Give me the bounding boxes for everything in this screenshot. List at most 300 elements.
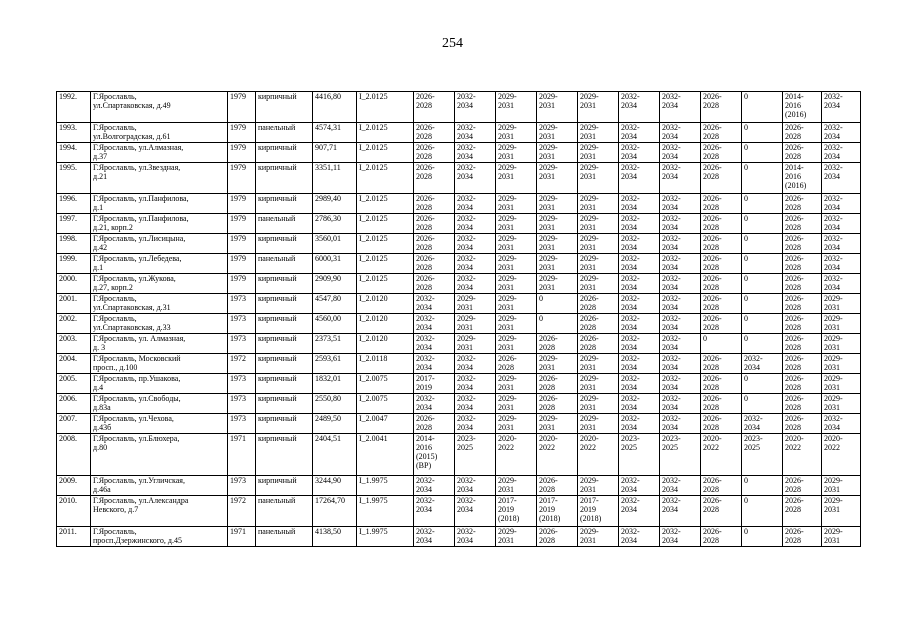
table-cell: 1973 — [228, 334, 256, 354]
table-cell: 1993. — [57, 123, 91, 143]
table-cell: 4574,31 — [313, 123, 357, 143]
table-cell: 2032- 2034 — [619, 254, 660, 274]
table-cell: 2014- 2016 (2015) (ВР) — [414, 434, 455, 476]
table-cell: 0 — [742, 254, 783, 274]
table-cell: Г.Ярославль, ул.Звездная, д.21 — [91, 163, 228, 194]
table-cell: 2032- 2034 — [660, 394, 701, 414]
table-cell: 2029- 2031 — [822, 394, 861, 414]
table-row — [57, 374, 861, 394]
table-cell: 2029- 2031 — [496, 194, 537, 214]
table-cell: 2029- 2031 — [822, 334, 861, 354]
table-cell: 2032- 2034 — [660, 414, 701, 434]
table-cell: 0 — [742, 334, 783, 354]
table-cell: кирпичный — [256, 274, 313, 294]
table-cell: 2029- 2031 — [822, 496, 861, 527]
table-cell: 0 — [742, 496, 783, 527]
table-cell: 4547,80 — [313, 294, 357, 314]
table-cell: I_1.9975 — [357, 527, 414, 547]
table-cell: 2032- 2034 — [455, 123, 496, 143]
table-cell: 2026- 2028 — [414, 194, 455, 214]
table-cell: 2026- 2028 — [783, 214, 822, 234]
table-cell: 2029- 2031 — [455, 314, 496, 334]
table-cell: 1994. — [57, 143, 91, 163]
table-cell: 2032- 2034 — [414, 527, 455, 547]
table-cell: 4416,80 — [313, 92, 357, 123]
table-cell: 2032- 2034 — [660, 527, 701, 547]
table-cell: 2032- 2034 — [619, 294, 660, 314]
table-cell: 2909,90 — [313, 274, 357, 294]
table-cell: кирпичный — [256, 434, 313, 476]
table-cell: 2032- 2034 — [455, 374, 496, 394]
table-cell: 2029- 2031 — [578, 414, 619, 434]
table-cell: 2029- 2031 — [496, 394, 537, 414]
table-cell: 2029- 2031 — [578, 394, 619, 414]
table-row — [57, 434, 861, 476]
table-cell: 2023- 2025 — [660, 434, 701, 476]
table-cell: 2029- 2031 — [455, 334, 496, 354]
table-cell: 2032- 2034 — [822, 414, 861, 434]
table-cell: 2010. — [57, 496, 91, 527]
table-cell: I_2.0125 — [357, 123, 414, 143]
table-cell: 2026- 2028 — [414, 214, 455, 234]
table-cell: 2026- 2028 — [701, 354, 742, 374]
table-cell: 2032- 2034 — [619, 496, 660, 527]
table-cell: 2026- 2028 — [701, 163, 742, 194]
table-cell: 2032- 2034 — [455, 527, 496, 547]
table-cell: 2029- 2031 — [496, 123, 537, 143]
table-cell: 2032- 2034 — [742, 414, 783, 434]
table-cell: кирпичный — [256, 194, 313, 214]
table-cell: 2032- 2034 — [619, 394, 660, 414]
table-cell: 2032- 2034 — [455, 476, 496, 496]
table-cell: 2032- 2034 — [455, 194, 496, 214]
table-cell: 1973 — [228, 374, 256, 394]
table-cell: 0 — [701, 334, 742, 354]
table-cell: 2029- 2031 — [578, 143, 619, 163]
table-cell: 2029- 2031 — [537, 92, 578, 123]
table-cell: Г.Ярославль, ул.Панфилова, д.1 — [91, 194, 228, 214]
table-cell: 2005. — [57, 374, 91, 394]
table-cell: 2029- 2031 — [822, 527, 861, 547]
table-cell: 2001. — [57, 294, 91, 314]
table-cell: кирпичный — [256, 476, 313, 496]
table-cell: 1999. — [57, 254, 91, 274]
table-cell: 2023- 2025 — [742, 434, 783, 476]
table-cell: 2029- 2031 — [578, 214, 619, 234]
table-cell: 2032- 2034 — [455, 163, 496, 194]
table-cell: 2026- 2028 — [783, 476, 822, 496]
table-cell: 2029- 2031 — [822, 314, 861, 334]
table-cell: 2032- 2034 — [619, 234, 660, 254]
table-cell: кирпичный — [256, 92, 313, 123]
table-cell: 2032- 2034 — [619, 123, 660, 143]
table-cell: I_2.0125 — [357, 214, 414, 234]
table-cell: 2026- 2028 — [496, 354, 537, 374]
table-cell: 2032- 2034 — [619, 527, 660, 547]
table-cell: 0 — [742, 476, 783, 496]
table-row — [57, 394, 861, 414]
table-cell: 17264,70 — [313, 496, 357, 527]
table-cell: 2032- 2034 — [619, 314, 660, 334]
table-cell: Г.Ярославль, ул.Блюхера, д.80 — [91, 434, 228, 476]
table-cell: 2029- 2031 — [496, 92, 537, 123]
table-cell: 2014- 2016 (2016) — [783, 163, 822, 194]
table-cell: 1997. — [57, 214, 91, 234]
table-cell: 2026- 2028 — [701, 414, 742, 434]
table-cell: 2032- 2034 — [619, 476, 660, 496]
table-cell: 2026- 2028 — [783, 234, 822, 254]
table-cell: 2032- 2034 — [414, 334, 455, 354]
table-cell: 2032- 2034 — [619, 274, 660, 294]
table-cell: 1971 — [228, 434, 256, 476]
table-row — [57, 194, 861, 214]
table-row — [57, 234, 861, 254]
table-cell: I_2.0118 — [357, 354, 414, 374]
table-cell: 2032- 2034 — [660, 194, 701, 214]
table-cell: 2032- 2034 — [455, 414, 496, 434]
table-row — [57, 123, 861, 143]
table-cell: Г.Ярославль, ул.Спартаковская, д.49 — [91, 92, 228, 123]
table-cell: I_2.0125 — [357, 163, 414, 194]
table-cell: 2029- 2031 — [496, 334, 537, 354]
table-cell: 2026- 2028 — [537, 476, 578, 496]
table-cell: I_2.0125 — [357, 234, 414, 254]
table-cell: 0 — [742, 374, 783, 394]
table-cell: 2032- 2034 — [414, 314, 455, 334]
table-cell: 2032- 2034 — [822, 123, 861, 143]
table-cell: 2029- 2031 — [496, 214, 537, 234]
table-cell: 2032- 2034 — [660, 123, 701, 143]
table-cell: 0 — [742, 214, 783, 234]
table-cell: 2032- 2034 — [822, 234, 861, 254]
table-cell: I_2.0125 — [357, 194, 414, 214]
table-cell: 2032- 2034 — [619, 194, 660, 214]
table-cell: I_2.0041 — [357, 434, 414, 476]
table-row — [57, 143, 861, 163]
table-row — [57, 354, 861, 374]
table-cell: 2989,40 — [313, 194, 357, 214]
table-cell: 2032- 2034 — [619, 214, 660, 234]
table-cell: I_2.0047 — [357, 414, 414, 434]
table-row — [57, 254, 861, 274]
table-row — [57, 476, 861, 496]
table-cell: 2026- 2028 — [537, 374, 578, 394]
table-cell: 2017- 2019 (2018) — [537, 496, 578, 527]
table-cell: 2029- 2031 — [496, 234, 537, 254]
table-cell: 0 — [742, 92, 783, 123]
table-cell: I_1.9975 — [357, 476, 414, 496]
table-cell: 2026- 2028 — [783, 496, 822, 527]
table-cell: 2032- 2034 — [822, 92, 861, 123]
table-cell: кирпичный — [256, 374, 313, 394]
table-cell: Г.Ярославль, ул.Спартаковская, д.33 — [91, 314, 228, 334]
table-cell: 2032- 2034 — [660, 476, 701, 496]
table-cell: 2032- 2034 — [822, 254, 861, 274]
table-cell: 2032- 2034 — [660, 294, 701, 314]
table-cell: 2029- 2031 — [496, 374, 537, 394]
table-cell: 2032- 2034 — [822, 194, 861, 214]
table-cell: 2026- 2028 — [701, 92, 742, 123]
table-cell: Г.Ярославль, пр.Ушакова, д.4 — [91, 374, 228, 394]
table-cell: панельный — [256, 527, 313, 547]
table-cell: 2032- 2034 — [822, 214, 861, 234]
table-cell: Г.Ярославль, ул.Угличская, д.46а — [91, 476, 228, 496]
table-cell: 2026- 2028 — [701, 274, 742, 294]
table-cell: Г.Ярославль, ул.Свободы, д.83а — [91, 394, 228, 414]
table-row — [57, 314, 861, 334]
table-cell: 2032- 2034 — [822, 274, 861, 294]
table-cell: 2032- 2034 — [414, 496, 455, 527]
table-cell: 2026- 2028 — [578, 294, 619, 314]
table-cell: панельный — [256, 214, 313, 234]
table-cell: 2026- 2028 — [701, 314, 742, 334]
table-cell: 2026- 2028 — [783, 123, 822, 143]
table-row — [57, 414, 861, 434]
table-cell: 2373,51 — [313, 334, 357, 354]
table-cell: 2029- 2031 — [578, 234, 619, 254]
table-cell: 2029- 2031 — [455, 294, 496, 314]
table-cell: 2029- 2031 — [496, 143, 537, 163]
table-cell: 2032- 2034 — [660, 234, 701, 254]
table-cell: 907,71 — [313, 143, 357, 163]
table-cell: 2032- 2034 — [455, 214, 496, 234]
table-cell: 0 — [742, 234, 783, 254]
table-cell: 1973 — [228, 314, 256, 334]
table-cell: 1979 — [228, 123, 256, 143]
table-cell: I_2.0075 — [357, 374, 414, 394]
table-cell: 2026- 2028 — [783, 294, 822, 314]
table-cell: 1998. — [57, 234, 91, 254]
table-cell: 1996. — [57, 194, 91, 214]
table-cell: I_2.0075 — [357, 394, 414, 414]
table-cell: 0 — [742, 163, 783, 194]
table-cell: 2029- 2031 — [578, 527, 619, 547]
table-row — [57, 274, 861, 294]
table-cell: 2020- 2022 — [783, 434, 822, 476]
table-row — [57, 92, 861, 123]
table-cell: 1979 — [228, 163, 256, 194]
table-cell: 0 — [742, 314, 783, 334]
table-cell: 2026- 2028 — [414, 274, 455, 294]
table-body — [57, 92, 861, 547]
table-cell: 1832,01 — [313, 374, 357, 394]
table-cell: 2026- 2028 — [783, 374, 822, 394]
table-cell: 2026- 2028 — [783, 394, 822, 414]
table-cell: кирпичный — [256, 394, 313, 414]
table-cell: Г.Ярославль, ул.Лебедева, д.1 — [91, 254, 228, 274]
table-cell: 2029- 2031 — [537, 214, 578, 234]
table-cell: 2029- 2031 — [496, 163, 537, 194]
table-cell: 2004. — [57, 354, 91, 374]
table-cell: 2026- 2028 — [783, 143, 822, 163]
table-cell: 2032- 2034 — [414, 476, 455, 496]
table-cell: 0 — [537, 294, 578, 314]
table-cell: 2007. — [57, 414, 91, 434]
table-cell: I_2.0125 — [357, 143, 414, 163]
table-cell: I_2.0125 — [357, 254, 414, 274]
table-cell: панельный — [256, 496, 313, 527]
table-cell: 2026- 2028 — [701, 194, 742, 214]
table-cell: I_2.0120 — [357, 314, 414, 334]
table-cell: 2032- 2034 — [455, 254, 496, 274]
table-cell: 2032- 2034 — [455, 394, 496, 414]
table-cell: 2032- 2034 — [742, 354, 783, 374]
table-cell: 2026- 2028 — [414, 254, 455, 274]
table-cell: 2026- 2028 — [783, 194, 822, 214]
table-cell: 2020- 2022 — [537, 434, 578, 476]
table-cell: 2032- 2034 — [455, 354, 496, 374]
table-cell: 4560,00 — [313, 314, 357, 334]
table-cell: 2029- 2031 — [537, 194, 578, 214]
table-cell: 2020- 2022 — [701, 434, 742, 476]
table-cell: 2029- 2031 — [578, 476, 619, 496]
table-cell: 2032- 2034 — [660, 163, 701, 194]
table-cell: 2026- 2028 — [537, 527, 578, 547]
table-cell: 2026- 2028 — [578, 314, 619, 334]
table-cell: 2026- 2028 — [701, 374, 742, 394]
table-cell: 2017- 2019 (2018) — [496, 496, 537, 527]
table-cell: Г.Ярославль, просп.Дзержинского, д.45 — [91, 527, 228, 547]
table-cell: 1973 — [228, 294, 256, 314]
table-cell: 1979 — [228, 92, 256, 123]
table-cell: 2026- 2028 — [701, 476, 742, 496]
table-cell: 1972 — [228, 496, 256, 527]
table-cell: панельный — [256, 123, 313, 143]
table-cell: 2026- 2028 — [414, 414, 455, 434]
table-cell: 2026- 2028 — [783, 334, 822, 354]
table-cell: 2029- 2031 — [822, 374, 861, 394]
table-cell: 2032- 2034 — [414, 394, 455, 414]
table-cell: 2029- 2031 — [578, 123, 619, 143]
table-cell: 2026- 2028 — [783, 414, 822, 434]
table-cell: 2026- 2028 — [701, 496, 742, 527]
table-cell: 2032- 2034 — [660, 214, 701, 234]
table-cell: 2032- 2034 — [455, 496, 496, 527]
table-cell: 2593,61 — [313, 354, 357, 374]
table-cell: 0 — [742, 123, 783, 143]
table-row — [57, 214, 861, 234]
table-cell: 2000. — [57, 274, 91, 294]
table-cell: кирпичный — [256, 334, 313, 354]
table-cell: 2003. — [57, 334, 91, 354]
table-cell: 2020- 2022 — [496, 434, 537, 476]
table-cell: 0 — [742, 394, 783, 414]
table-cell: 2026- 2028 — [414, 123, 455, 143]
table-cell: 2014- 2016 (2016) — [783, 92, 822, 123]
table-cell: 2032- 2034 — [414, 354, 455, 374]
table-cell: 2029- 2031 — [822, 354, 861, 374]
table-cell: кирпичный — [256, 143, 313, 163]
housing-table — [56, 91, 861, 547]
table-cell: 2489,50 — [313, 414, 357, 434]
table-cell: 2026- 2028 — [783, 254, 822, 274]
table-row — [57, 294, 861, 314]
table-row — [57, 163, 861, 194]
table-cell: 2029- 2031 — [537, 234, 578, 254]
table-cell: 2029- 2031 — [578, 274, 619, 294]
table-cell: 3560,01 — [313, 234, 357, 254]
table-cell: 2020- 2022 — [578, 434, 619, 476]
table-cell: 2032- 2034 — [822, 143, 861, 163]
table-cell: 2032- 2034 — [619, 354, 660, 374]
table-cell: 2029- 2031 — [537, 143, 578, 163]
table-cell: 2029- 2031 — [537, 354, 578, 374]
table-cell: I_2.0125 — [357, 274, 414, 294]
table-cell: 2029- 2031 — [537, 123, 578, 143]
table-cell: 2032- 2034 — [619, 374, 660, 394]
table-cell: 3244,90 — [313, 476, 357, 496]
table-cell: 2550,80 — [313, 394, 357, 414]
table-cell: 2029- 2031 — [578, 354, 619, 374]
table-cell: 1979 — [228, 194, 256, 214]
table-cell: 2029- 2031 — [578, 254, 619, 274]
table-cell: 2029- 2031 — [822, 294, 861, 314]
table-cell: кирпичный — [256, 314, 313, 334]
table-cell: 2032- 2034 — [455, 143, 496, 163]
table-cell: 1995. — [57, 163, 91, 194]
table-cell: 2029- 2031 — [578, 92, 619, 123]
table-cell: 2032- 2034 — [660, 143, 701, 163]
table-cell: 2032- 2034 — [619, 334, 660, 354]
table-cell: 2026- 2028 — [537, 394, 578, 414]
table-cell: 2026- 2028 — [701, 294, 742, 314]
table-cell: кирпичный — [256, 234, 313, 254]
table-cell: 2032- 2034 — [660, 374, 701, 394]
table-cell: 2026- 2028 — [783, 527, 822, 547]
table-cell: кирпичный — [256, 414, 313, 434]
table-cell: панельный — [256, 254, 313, 274]
table-cell: Г.Ярославль, ул.Александра Невского, д.7 — [91, 496, 228, 527]
table-cell: 2029- 2031 — [496, 314, 537, 334]
table-cell: 2032- 2034 — [455, 274, 496, 294]
table-cell: 0 — [742, 527, 783, 547]
table-cell: 2032- 2034 — [619, 143, 660, 163]
table-cell: Г.Ярославль, ул.Волгоградская, д.61 — [91, 123, 228, 143]
table-cell: 2029- 2031 — [496, 527, 537, 547]
table-cell: Г.Ярославль, ул.Спартаковская, д.31 — [91, 294, 228, 314]
table-cell: 0 — [742, 194, 783, 214]
table-row — [57, 496, 861, 527]
table-cell: 2029- 2031 — [496, 254, 537, 274]
table-cell: 1972 — [228, 354, 256, 374]
table-cell: 2029- 2031 — [537, 414, 578, 434]
table-cell: 2032- 2034 — [414, 294, 455, 314]
table-cell: 2032- 2034 — [660, 254, 701, 274]
table-cell: кирпичный — [256, 163, 313, 194]
table-cell: 3351,11 — [313, 163, 357, 194]
table-cell: 0 — [742, 143, 783, 163]
table-cell: кирпичный — [256, 294, 313, 314]
table-cell: 2026- 2028 — [701, 123, 742, 143]
table-cell: 2023- 2025 — [455, 434, 496, 476]
table-cell: 2009. — [57, 476, 91, 496]
table-cell: 2008. — [57, 434, 91, 476]
table-cell: 2786,30 — [313, 214, 357, 234]
table-cell: Г.Ярославль, ул.Чехова, д.43б — [91, 414, 228, 434]
table-cell: 2029- 2031 — [578, 194, 619, 214]
table-cell: I_1.9975 — [357, 496, 414, 527]
table-cell: 2029- 2031 — [496, 294, 537, 314]
table-cell: 4138,50 — [313, 527, 357, 547]
table-cell: I_2.0120 — [357, 334, 414, 354]
table-cell: 1973 — [228, 476, 256, 496]
table-cell: 2032- 2034 — [455, 234, 496, 254]
table-cell: 2026- 2028 — [537, 334, 578, 354]
table-cell: 2029- 2031 — [496, 476, 537, 496]
table-cell: 2026- 2028 — [783, 354, 822, 374]
table-cell: 1979 — [228, 254, 256, 274]
table-cell: Г.Ярославль, ул. Алмазная, д. 3 — [91, 334, 228, 354]
